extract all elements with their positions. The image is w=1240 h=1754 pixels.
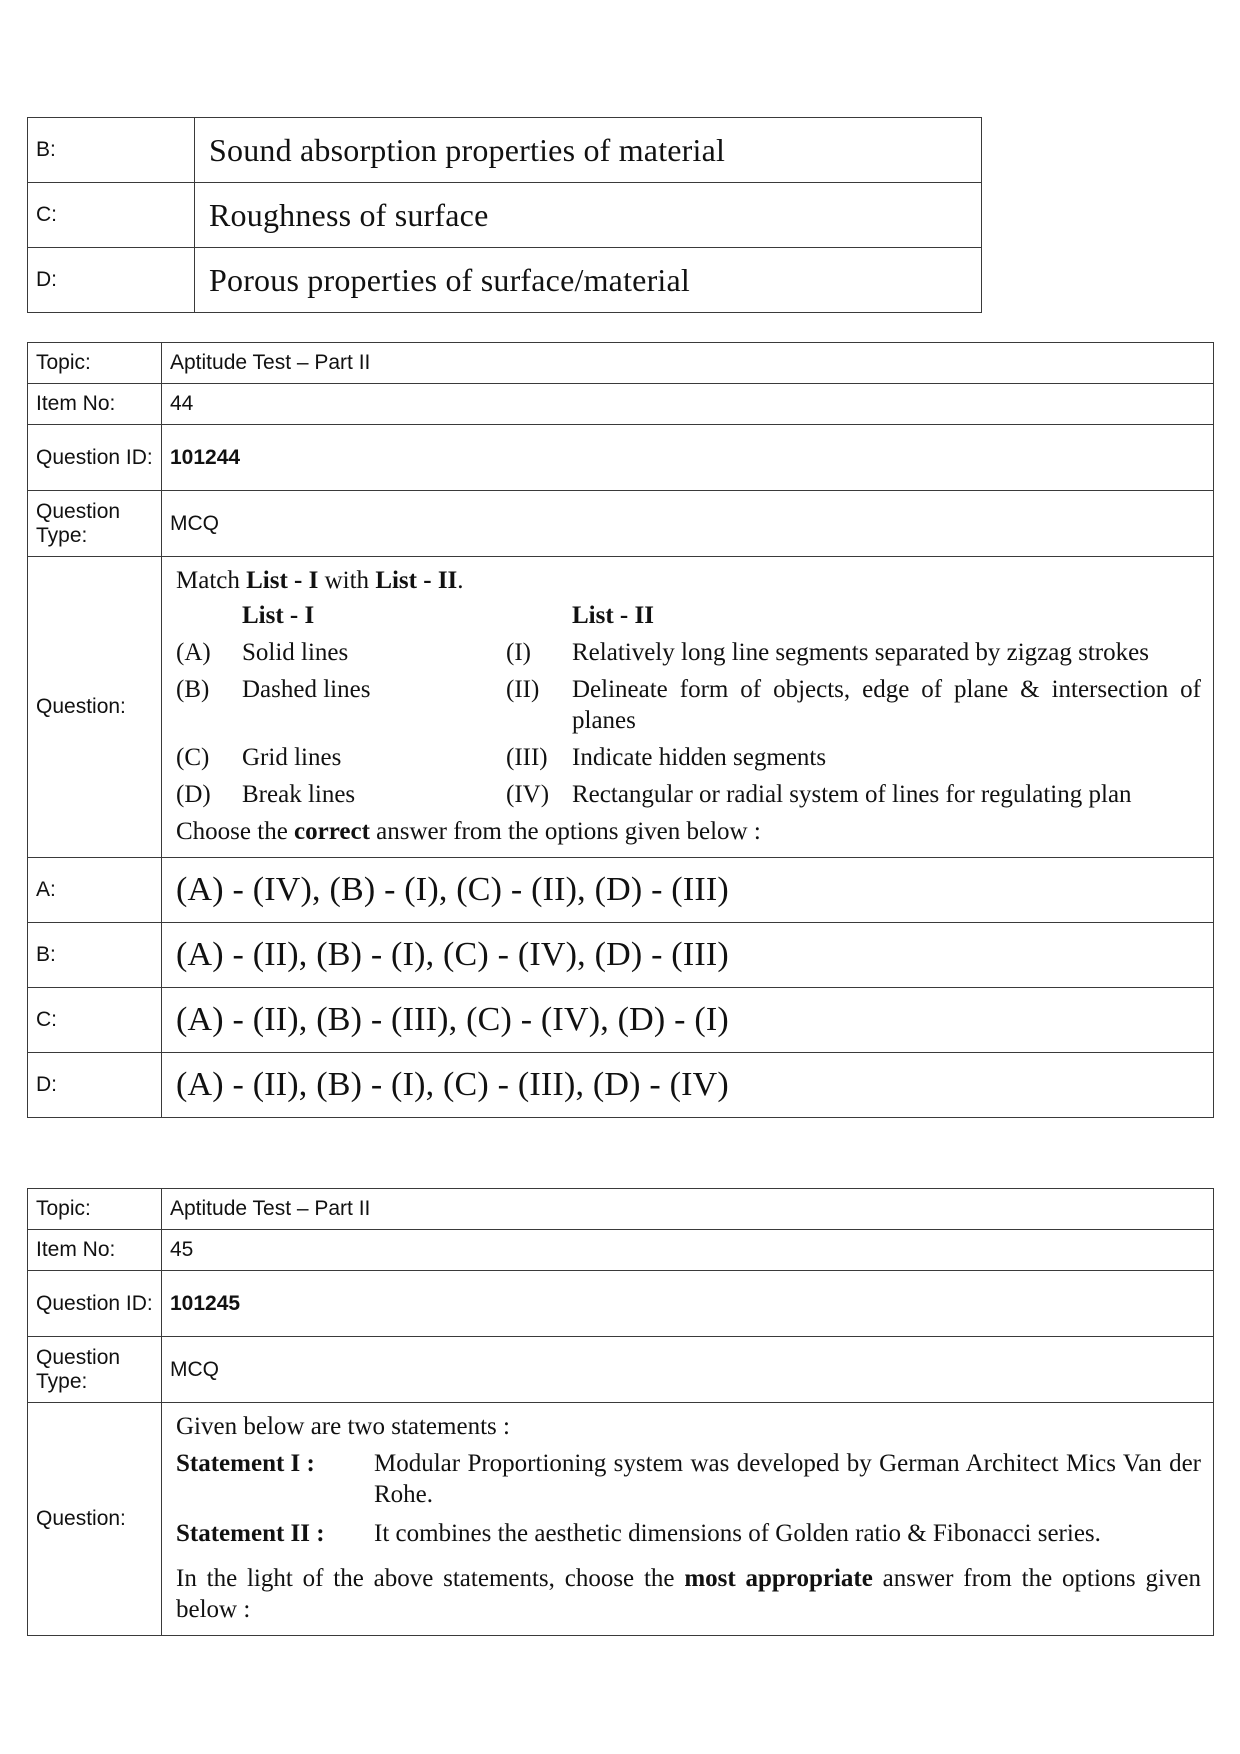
statement-label: Statement II : [176, 1520, 325, 1547]
statements [176, 1448, 1201, 1557]
question-body [162, 557, 1214, 858]
option-label: B: [28, 118, 195, 183]
list-1-key: (D) [176, 781, 211, 808]
question-45-table [27, 1188, 1214, 1636]
previous-question-options-table [27, 117, 982, 313]
question-id-row [28, 1271, 1214, 1337]
option-text: Sound absorption properties of material [195, 118, 982, 183]
item-no-row [28, 384, 1214, 425]
option-row [28, 988, 1214, 1053]
list-1-key: (A) [176, 639, 211, 666]
statement-text: It combines the aesthetic dimensions of Golden ratio & Fibonacci series. [374, 1520, 1101, 1547]
list-2-key: (III) [506, 744, 548, 771]
option-row [28, 183, 982, 248]
option-label: D: [28, 1053, 162, 1118]
list-2-key: (IV) [506, 781, 550, 808]
question-type-value: MCQ [162, 1337, 1214, 1403]
list-2-header: List - II [572, 602, 654, 629]
question-intro: Given below are two statements : [176, 1413, 510, 1440]
question-type-row [28, 491, 1214, 557]
list-1-item: Break lines [242, 781, 356, 808]
match-list [176, 600, 1201, 816]
item-no-label: Item No: [28, 384, 162, 425]
option-text: (A) - (II), (B) - (I), (C) - (III), (D) - (IV) [162, 1053, 1214, 1118]
option-row [28, 248, 982, 313]
question-44-table [27, 342, 1214, 1118]
statement-text: Modular Proportioning system was developed by German Architect Mics Van der Rohe. [374, 1450, 1201, 1508]
option-label: C: [28, 988, 162, 1053]
question-type-label: Question Type: [28, 491, 162, 557]
option-label: A: [28, 858, 162, 923]
option-label: C: [28, 183, 195, 248]
option-text: (A) - (IV), (B) - (I), (C) - (II), (D) - (III) [162, 858, 1214, 923]
list-2-item: Rectangular or radial system of lines for regulating plan [572, 781, 1132, 808]
question-id-row [28, 425, 1214, 491]
list-2-item: Indicate hidden segments [572, 744, 827, 771]
question-id-label: Question ID: [28, 1271, 162, 1337]
option-row [28, 118, 982, 183]
question-intro: Match List - I with List - II. [176, 567, 464, 594]
question-label: Question: [28, 1403, 162, 1636]
question-label: Question: [28, 557, 162, 858]
list-1-key: (B) [176, 676, 210, 703]
list-2-item: Delineate form of objects, edge of plane & intersection of planes [572, 676, 1201, 734]
option-row [28, 858, 1214, 923]
topic-label: Topic: [28, 1189, 162, 1230]
list-2-key: (I) [506, 639, 531, 666]
question-body [162, 1403, 1214, 1636]
question-id-label: Question ID: [28, 425, 162, 491]
topic-row [28, 343, 1214, 384]
item-no-label: Item No: [28, 1230, 162, 1271]
list-2-item: Relatively long line segments separated by zigzag strokes [572, 639, 1149, 666]
option-text: (A) - (II), (B) - (I), (C) - (IV), (D) - (III) [162, 923, 1214, 988]
list-1-item: Dashed lines [242, 676, 371, 703]
statement-label: Statement I : [176, 1450, 315, 1477]
topic-value: Aptitude Test – Part II [162, 1189, 1214, 1230]
question-type-row [28, 1337, 1214, 1403]
question-instruction: In the light of the above statements, choose the most appropriate answer from the options given below : [176, 1565, 1201, 1623]
item-no-value: 45 [162, 1230, 1214, 1271]
topic-value: Aptitude Test – Part II [162, 343, 1214, 384]
option-text: Porous properties of surface/material [195, 248, 982, 313]
item-no-row [28, 1230, 1214, 1271]
question-instruction: Choose the correct answer from the options given below : [176, 818, 761, 845]
list-1-header: List - I [242, 602, 315, 629]
list-2-key: (II) [506, 676, 540, 703]
option-row [28, 923, 1214, 988]
topic-label: Topic: [28, 343, 162, 384]
question-id-value: 101244 [162, 425, 1214, 491]
option-text: (A) - (II), (B) - (III), (C) - (IV), (D) - (I) [162, 988, 1214, 1053]
list-1-item: Solid lines [242, 639, 349, 666]
list-1-key: (C) [176, 744, 210, 771]
question-id-value: 101245 [162, 1271, 1214, 1337]
question-type-label: Question Type: [28, 1337, 162, 1403]
question-row [28, 1403, 1214, 1636]
topic-row [28, 1189, 1214, 1230]
option-row [28, 1053, 1214, 1118]
option-label: B: [28, 923, 162, 988]
question-type-value: MCQ [162, 491, 1214, 557]
list-1-item: Grid lines [242, 744, 342, 771]
question-row [28, 557, 1214, 858]
option-label: D: [28, 248, 195, 313]
item-no-value: 44 [162, 384, 1214, 425]
option-text: Roughness of surface [195, 183, 982, 248]
